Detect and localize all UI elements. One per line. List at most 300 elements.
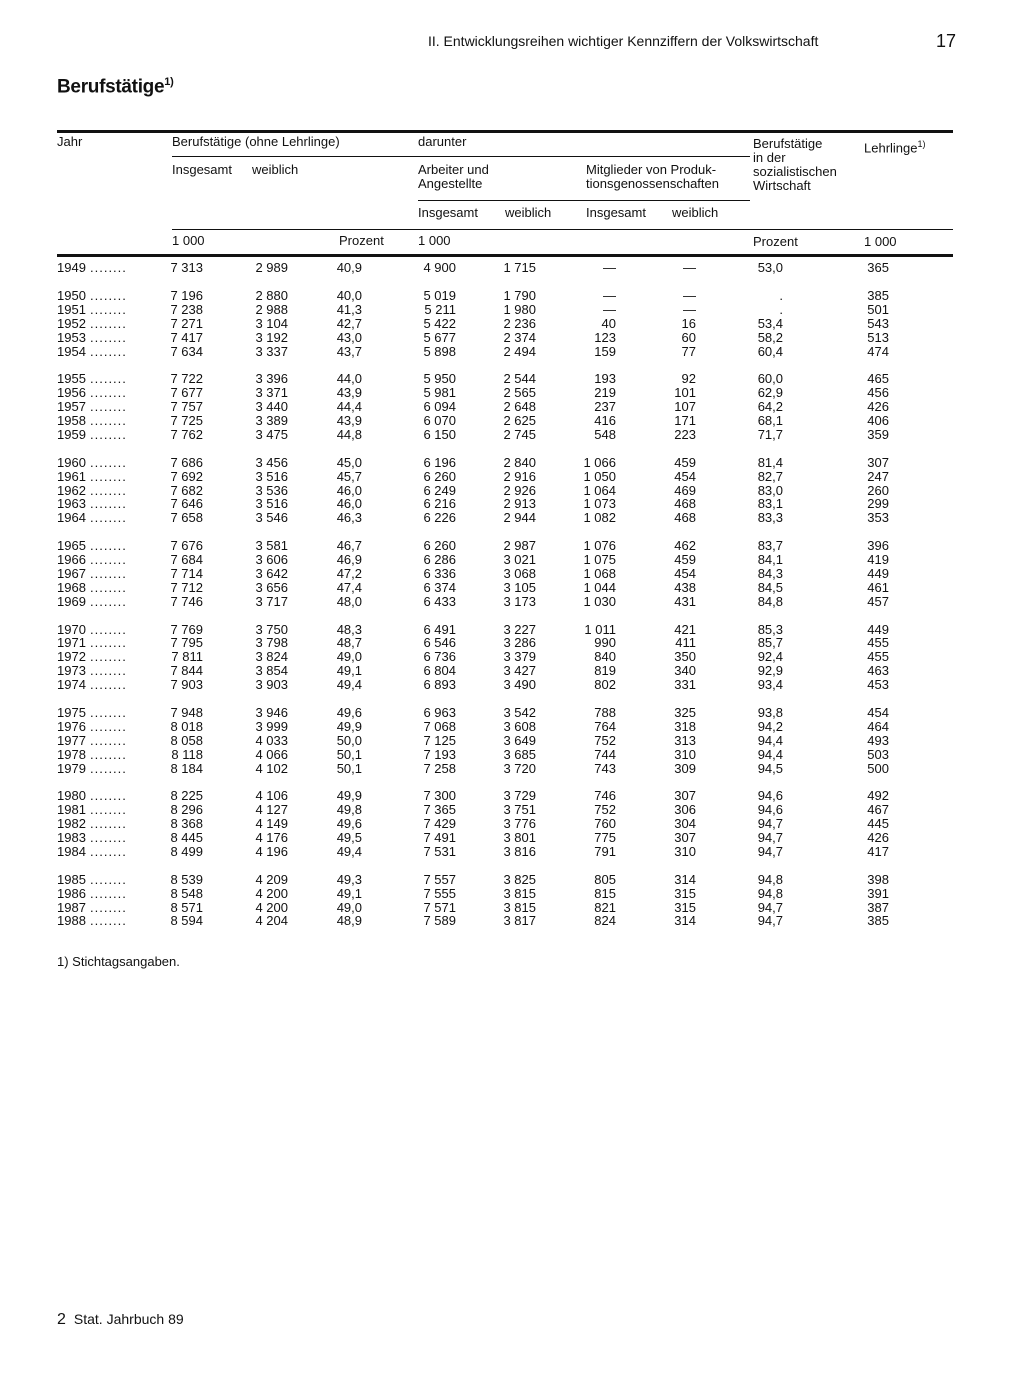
cell-year: 1972: [57, 649, 86, 665]
cell-arb-weiblich: 3 021: [503, 552, 536, 567]
table-row: [0, 414, 1024, 428]
cell-prozent: 44,8: [336, 426, 362, 442]
cell-lehrlinge: 299: [867, 496, 889, 512]
cell-weiblich: 3 824: [255, 649, 288, 665]
cell-arb-insgesamt: 7 571: [423, 899, 456, 915]
leader-dots: ........: [90, 830, 127, 845]
table-row: [0, 789, 1024, 803]
cell-prozent: 50,0: [336, 732, 362, 748]
cell-arb-insgesamt: 6 094: [423, 399, 456, 415]
cell-prozent: 43,9: [336, 413, 362, 428]
cell-arb-weiblich: 3 816: [503, 843, 536, 859]
cell-insgesamt: 8 548: [170, 885, 203, 901]
cell-mit-insgesamt: —: [603, 287, 616, 303]
cell-weiblich: 3 104: [255, 315, 288, 331]
cell-mit-insgesamt: 824: [594, 913, 616, 929]
cell-arb-weiblich: 3 815: [503, 885, 536, 901]
table-row: [0, 261, 1024, 275]
cell-arb-insgesamt: 6 070: [423, 413, 456, 428]
cell-mit-weiblich: 318: [674, 718, 696, 734]
leader-dots: ........: [90, 579, 127, 595]
mitglieder-line-2: tionsgenossenschaften: [586, 176, 719, 191]
cell-insgesamt: 7 238: [170, 301, 203, 317]
leader-dots: ........: [90, 732, 127, 748]
cell-arb-insgesamt: 6 150: [423, 426, 456, 442]
cell-insgesamt: 7 677: [170, 385, 203, 401]
cell-lehrlinge: 445: [867, 816, 889, 832]
cell-arb-weiblich: 2 944: [503, 510, 536, 526]
cell-sozial-prozent: 94,8: [757, 871, 783, 887]
table-row: [0, 289, 1024, 303]
cell-sozial-prozent: 53,0: [757, 260, 783, 276]
page-title: [57, 76, 173, 98]
cell-arb-weiblich: 2 926: [503, 482, 536, 498]
cell-weiblich: 3 536: [255, 482, 288, 498]
title-footnote-mark: 1): [164, 76, 174, 88]
cell-insgesamt: 7 722: [170, 371, 203, 387]
cell-weiblich: 3 581: [255, 538, 288, 554]
cell-sozial-prozent: 94,4: [757, 732, 783, 748]
cell-insgesamt: 7 684: [170, 552, 203, 567]
table-row: [0, 567, 1024, 581]
cell-mit-weiblich: 454: [674, 565, 696, 581]
col-header-sozialistisch: [753, 137, 837, 193]
cell-sozial-prozent: 84,8: [757, 593, 783, 609]
cell-prozent: 44,0: [336, 371, 362, 387]
cell-insgesamt: 7 686: [170, 454, 203, 470]
cell-sozial-prozent: 93,4: [757, 677, 783, 693]
cell-mit-weiblich: 307: [674, 830, 696, 845]
cell-arb-insgesamt: 7 258: [423, 760, 456, 776]
leader-dots: ........: [90, 816, 127, 832]
cell-lehrlinge: 464: [867, 718, 889, 734]
cell-sozial-prozent: 94,8: [757, 885, 783, 901]
cell-arb-insgesamt: 6 336: [423, 565, 456, 581]
cell-insgesamt: 7 313: [170, 260, 203, 276]
col-header-arb-weiblich: weiblich: [505, 205, 552, 220]
cell-sozial-prozent: 85,3: [757, 621, 783, 637]
cell-arb-weiblich: 3 751: [503, 802, 536, 818]
cell-arb-weiblich: 3 776: [503, 816, 536, 832]
cell-sozial-prozent: 84,3: [757, 565, 783, 581]
cell-sozial-prozent: 92,9: [757, 663, 783, 679]
cell-lehrlinge: 543: [867, 315, 889, 331]
cell-arb-weiblich: 3 685: [503, 746, 536, 762]
cell-weiblich: 2 988: [255, 301, 288, 317]
cell-insgesamt: 7 714: [170, 565, 203, 581]
cell-mit-weiblich: 309: [674, 760, 696, 776]
cell-year: 1970: [57, 621, 86, 637]
cell-arb-insgesamt: 6 433: [423, 593, 456, 609]
cell-year: 1966: [57, 552, 86, 567]
cell-lehrlinge: 513: [867, 329, 889, 345]
unit-1000-b: 1 000: [418, 233, 451, 248]
leader-dots: ........: [90, 482, 127, 498]
leader-dots: ........: [90, 385, 127, 401]
cell-insgesamt: 8 018: [170, 718, 203, 734]
cell-year: 1988: [57, 913, 86, 929]
cell-arb-insgesamt: 5 981: [423, 385, 456, 401]
page-number: 17: [936, 31, 957, 51]
cell-lehrlinge: 387: [867, 899, 889, 915]
cell-year: 1965: [57, 538, 86, 554]
cell-arb-weiblich: 3 427: [503, 663, 536, 679]
cell-mit-weiblich: 16: [681, 315, 696, 331]
cell-weiblich: 3 903: [255, 677, 288, 693]
cell-arb-weiblich: 2 374: [503, 329, 536, 345]
cell-mit-weiblich: 313: [674, 732, 696, 748]
cell-insgesamt: 7 712: [170, 579, 203, 595]
cell-prozent: 48,3: [336, 621, 362, 637]
cell-arb-weiblich: 3 729: [503, 788, 536, 804]
cell-year: 1982: [57, 816, 86, 832]
cell-weiblich: 4 102: [255, 760, 288, 776]
cell-mit-weiblich: 469: [674, 482, 696, 498]
cell-sozial-prozent: 64,2: [757, 399, 783, 415]
cell-mit-weiblich: 350: [674, 649, 696, 665]
leader-dots: ........: [90, 788, 127, 804]
table-row: [0, 386, 1024, 400]
cell-mit-weiblich: 223: [674, 426, 696, 442]
table-row: [0, 762, 1024, 776]
cell-lehrlinge: 461: [867, 579, 889, 595]
cell-insgesamt: 8 571: [170, 899, 203, 915]
header-rule-sub: [418, 200, 750, 201]
table-row: [0, 317, 1024, 331]
cell-insgesamt: 7 271: [170, 315, 203, 331]
cell-sozial-prozent: 83,3: [757, 510, 783, 526]
leader-dots: ........: [90, 329, 127, 345]
cell-arb-insgesamt: 6 196: [423, 454, 456, 470]
cell-year: 1952: [57, 315, 86, 331]
col-header-lehrlinge: [864, 137, 926, 155]
cell-lehrlinge: 457: [867, 593, 889, 609]
cell-year: 1978: [57, 746, 86, 762]
cell-arb-insgesamt: 6 546: [423, 635, 456, 651]
cell-arb-weiblich: 3 173: [503, 593, 536, 609]
cell-mit-insgesamt: —: [603, 301, 616, 317]
leader-dots: ........: [90, 913, 127, 929]
table-row: [0, 817, 1024, 831]
cell-weiblich: 3 854: [255, 663, 288, 679]
cell-arb-insgesamt: 6 963: [423, 704, 456, 720]
cell-prozent: 47,2: [336, 565, 362, 581]
cell-sozial-prozent: 94,5: [757, 760, 783, 776]
cell-prozent: 49,0: [336, 899, 362, 915]
cell-mit-weiblich: 331: [674, 677, 696, 693]
cell-insgesamt: 7 196: [170, 287, 203, 303]
cell-arb-insgesamt: 5 950: [423, 371, 456, 387]
cell-lehrlinge: 493: [867, 732, 889, 748]
cell-mit-insgesamt: 752: [594, 732, 616, 748]
cell-arb-insgesamt: 7 068: [423, 718, 456, 734]
cell-insgesamt: 7 948: [170, 704, 203, 720]
cell-year: 1951: [57, 301, 86, 317]
cell-lehrlinge: 307: [867, 454, 889, 470]
cell-prozent: 46,0: [336, 496, 362, 512]
leader-dots: ........: [90, 565, 127, 581]
cell-year: 1981: [57, 802, 86, 818]
col-header-weiblich: weiblich: [252, 162, 299, 177]
leader-dots: ........: [90, 663, 127, 679]
table-row: [0, 623, 1024, 637]
cell-mit-insgesamt: 791: [594, 843, 616, 859]
cell-sozial-prozent: .: [779, 287, 783, 303]
cell-sozial-prozent: 94,7: [757, 899, 783, 915]
cell-mit-insgesamt: 805: [594, 871, 616, 887]
cell-mit-insgesamt: 1 011: [584, 621, 616, 637]
cell-insgesamt: 7 646: [170, 496, 203, 512]
cell-year: 1959: [57, 426, 86, 442]
cell-mit-insgesamt: 40: [601, 315, 616, 331]
col-header-jahr: Jahr: [57, 134, 83, 149]
cell-insgesamt: 8 539: [170, 871, 203, 887]
cell-mit-insgesamt: 744: [594, 746, 616, 762]
cell-sozial-prozent: 94,7: [757, 913, 783, 929]
cell-mit-weiblich: 101: [674, 385, 696, 401]
page-footer: [57, 1311, 184, 1329]
cell-insgesamt: 7 903: [170, 677, 203, 693]
cell-prozent: 43,7: [336, 343, 362, 359]
cell-prozent: 43,9: [336, 385, 362, 401]
table-row: [0, 873, 1024, 887]
cell-weiblich: 3 999: [255, 718, 288, 734]
cell-mit-insgesamt: 802: [594, 677, 616, 693]
cell-sozial-prozent: 62,9: [757, 385, 783, 401]
table-row: [0, 887, 1024, 901]
cell-mit-weiblich: 307: [674, 788, 696, 804]
col-header-insgesamt: Insgesamt: [172, 162, 232, 177]
cell-year: 1949: [57, 260, 86, 276]
leader-dots: ........: [90, 871, 127, 887]
table-row: [0, 345, 1024, 359]
cell-prozent: 40,0: [336, 287, 362, 303]
cell-weiblich: 3 946: [255, 704, 288, 720]
cell-arb-insgesamt: 6 491: [423, 621, 456, 637]
cell-year: 1975: [57, 704, 86, 720]
cell-year: 1964: [57, 510, 86, 526]
cell-mit-insgesamt: 1 076: [583, 538, 616, 554]
arbeiter-line-1: Arbeiter und: [418, 162, 489, 177]
cell-prozent: 49,9: [336, 718, 362, 734]
cell-arb-insgesamt: 7 429: [423, 816, 456, 832]
cell-mit-insgesamt: 821: [594, 899, 616, 915]
cell-weiblich: 3 389: [255, 413, 288, 428]
unit-prozent-a: Prozent: [339, 233, 384, 248]
cell-arb-insgesamt: 7 365: [423, 802, 456, 818]
header-rule-group: [172, 156, 750, 157]
cell-arb-insgesamt: 6 249: [423, 482, 456, 498]
leader-dots: ........: [90, 510, 127, 526]
cell-lehrlinge: 260: [867, 482, 889, 498]
cell-lehrlinge: 455: [867, 635, 889, 651]
cell-lehrlinge: 492: [867, 788, 889, 804]
cell-mit-insgesamt: 840: [594, 649, 616, 665]
cell-mit-insgesamt: 123: [594, 329, 616, 345]
cell-sozial-prozent: 82,7: [757, 468, 783, 484]
table-row: [0, 400, 1024, 414]
footer-page-number: 2: [57, 1311, 66, 1328]
cell-year: 1960: [57, 454, 86, 470]
cell-mit-insgesamt: 775: [594, 830, 616, 845]
cell-arb-weiblich: 3 068: [503, 565, 536, 581]
leader-dots: ........: [90, 301, 127, 317]
cell-sozial-prozent: 81,4: [757, 454, 783, 470]
page-title-text: Berufstätige: [57, 76, 165, 98]
leader-dots: ........: [90, 802, 127, 818]
cell-year: 1984: [57, 843, 86, 859]
cell-arb-insgesamt: 5 677: [423, 329, 456, 345]
cell-year: 1967: [57, 565, 86, 581]
cell-arb-insgesamt: 6 260: [423, 538, 456, 554]
cell-mit-insgesamt: 1 050: [583, 468, 616, 484]
cell-arb-insgesamt: 6 374: [423, 579, 456, 595]
cell-arb-weiblich: 3 286: [503, 635, 536, 651]
cell-year: 1955: [57, 371, 86, 387]
cell-arb-weiblich: 3 801: [503, 830, 536, 845]
cell-prozent: 45,7: [336, 468, 362, 484]
cell-mit-insgesamt: 815: [594, 885, 616, 901]
cell-lehrlinge: 419: [867, 552, 889, 567]
cell-year: 1977: [57, 732, 86, 748]
cell-weiblich: 2 989: [255, 260, 288, 276]
cell-mit-insgesamt: 1 073: [583, 496, 616, 512]
cell-sozial-prozent: 68,1: [757, 413, 783, 428]
col-header-arb-insgesamt: Insgesamt: [418, 205, 478, 220]
cell-sozial-prozent: 71,7: [757, 426, 783, 442]
cell-lehrlinge: 453: [867, 677, 889, 693]
leader-dots: ........: [90, 315, 127, 331]
cell-insgesamt: 8 368: [170, 816, 203, 832]
cell-arb-weiblich: 2 625: [503, 413, 536, 428]
cell-mit-insgesamt: 760: [594, 816, 616, 832]
cell-mit-insgesamt: 752: [594, 802, 616, 818]
footer-source: Stat. Jahrbuch 89: [73, 1311, 184, 1327]
cell-sozial-prozent: .: [779, 301, 783, 317]
cell-mit-weiblich: 315: [674, 899, 696, 915]
leader-dots: ........: [90, 371, 127, 387]
cell-weiblich: 3 371: [255, 385, 288, 401]
cell-lehrlinge: 417: [867, 843, 889, 859]
cell-mit-weiblich: 314: [674, 871, 696, 887]
sozial-line-4: Wirtschaft: [753, 178, 811, 193]
leader-dots: ........: [90, 843, 127, 859]
lehrlinge-footnote-mark: 1): [917, 139, 926, 149]
col-header-arbeiter: [418, 163, 489, 191]
cell-arb-insgesamt: 7 557: [423, 871, 456, 887]
cell-arb-insgesamt: 6 893: [423, 677, 456, 693]
cell-lehrlinge: 396: [867, 538, 889, 554]
cell-weiblich: 4 066: [255, 746, 288, 762]
cell-year: 1974: [57, 677, 86, 693]
cell-mit-insgesamt: 1 044: [583, 579, 616, 595]
cell-mit-weiblich: —: [683, 287, 696, 303]
col-header-berufstaetige: Berufstätige (ohne Lehrlinge): [172, 134, 340, 149]
cell-mit-insgesamt: 193: [594, 371, 616, 387]
cell-mit-insgesamt: 990: [594, 635, 616, 651]
leader-dots: ........: [90, 718, 127, 734]
cell-mit-insgesamt: 237: [594, 399, 616, 415]
cell-mit-insgesamt: 159: [594, 343, 616, 359]
cell-year: 1985: [57, 871, 86, 887]
cell-weiblich: 4 200: [255, 885, 288, 901]
cell-insgesamt: 8 594: [170, 913, 203, 929]
table-row: [0, 470, 1024, 484]
cell-prozent: 41,3: [336, 301, 362, 317]
cell-arb-weiblich: 2 565: [503, 385, 536, 401]
cell-arb-weiblich: 3 815: [503, 899, 536, 915]
cell-weiblich: 3 717: [255, 593, 288, 609]
table-row: [0, 539, 1024, 553]
cell-prozent: 49,4: [336, 843, 362, 859]
cell-prozent: 49,4: [336, 677, 362, 693]
cell-mit-insgesamt: —: [603, 260, 616, 276]
cell-prozent: 49,5: [336, 830, 362, 845]
cell-insgesamt: 7 417: [170, 329, 203, 345]
cell-sozial-prozent: 60,0: [757, 371, 783, 387]
cell-mit-weiblich: 438: [674, 579, 696, 595]
cell-prozent: 43,0: [336, 329, 362, 345]
leader-dots: ........: [90, 760, 127, 776]
cell-weiblich: 2 880: [255, 287, 288, 303]
cell-prozent: 50,1: [336, 760, 362, 776]
table-row: [0, 428, 1024, 442]
footnote: 1) Stichtagsangaben.: [57, 954, 180, 969]
cell-year: 1976: [57, 718, 86, 734]
cell-lehrlinge: 467: [867, 802, 889, 818]
cell-weiblich: 4 204: [255, 913, 288, 929]
cell-weiblich: 4 209: [255, 871, 288, 887]
cell-weiblich: 4 196: [255, 843, 288, 859]
cell-arb-weiblich: 2 745: [503, 426, 536, 442]
cell-lehrlinge: 398: [867, 871, 889, 887]
cell-year: 1962: [57, 482, 86, 498]
cell-weiblich: 3 642: [255, 565, 288, 581]
cell-arb-weiblich: 2 840: [503, 454, 536, 470]
cell-arb-insgesamt: 6 286: [423, 552, 456, 567]
cell-mit-insgesamt: 1 030: [583, 593, 616, 609]
cell-year: 1954: [57, 343, 86, 359]
cell-prozent: 49,9: [336, 788, 362, 804]
cell-mit-weiblich: 411: [675, 635, 696, 651]
cell-sozial-prozent: 53,4: [757, 315, 783, 331]
cell-lehrlinge: 500: [867, 760, 889, 776]
cell-insgesamt: 7 762: [170, 426, 203, 442]
cell-mit-insgesamt: 1 064: [583, 482, 616, 498]
leader-dots: ........: [90, 413, 127, 428]
cell-weiblich: 3 656: [255, 579, 288, 595]
cell-year: 1968: [57, 579, 86, 595]
cell-sozial-prozent: 83,1: [757, 496, 783, 512]
leader-dots: ........: [90, 343, 127, 359]
table-row: [0, 845, 1024, 859]
cell-mit-weiblich: 431: [674, 593, 696, 609]
cell-arb-weiblich: 3 649: [503, 732, 536, 748]
unit-prozent-b: Prozent: [753, 234, 798, 249]
cell-insgesamt: 7 725: [170, 413, 203, 428]
cell-mit-weiblich: —: [683, 260, 696, 276]
table-row: [0, 372, 1024, 386]
cell-weiblich: 3 606: [255, 552, 288, 567]
cell-insgesamt: 7 658: [170, 510, 203, 526]
cell-arb-weiblich: 2 987: [503, 538, 536, 554]
cell-prozent: 48,7: [336, 635, 362, 651]
leader-dots: ........: [90, 593, 127, 609]
cell-lehrlinge: 455: [867, 649, 889, 665]
leader-dots: ........: [90, 454, 127, 470]
cell-arb-weiblich: 3 542: [503, 704, 536, 720]
cell-prozent: 49,1: [336, 663, 362, 679]
